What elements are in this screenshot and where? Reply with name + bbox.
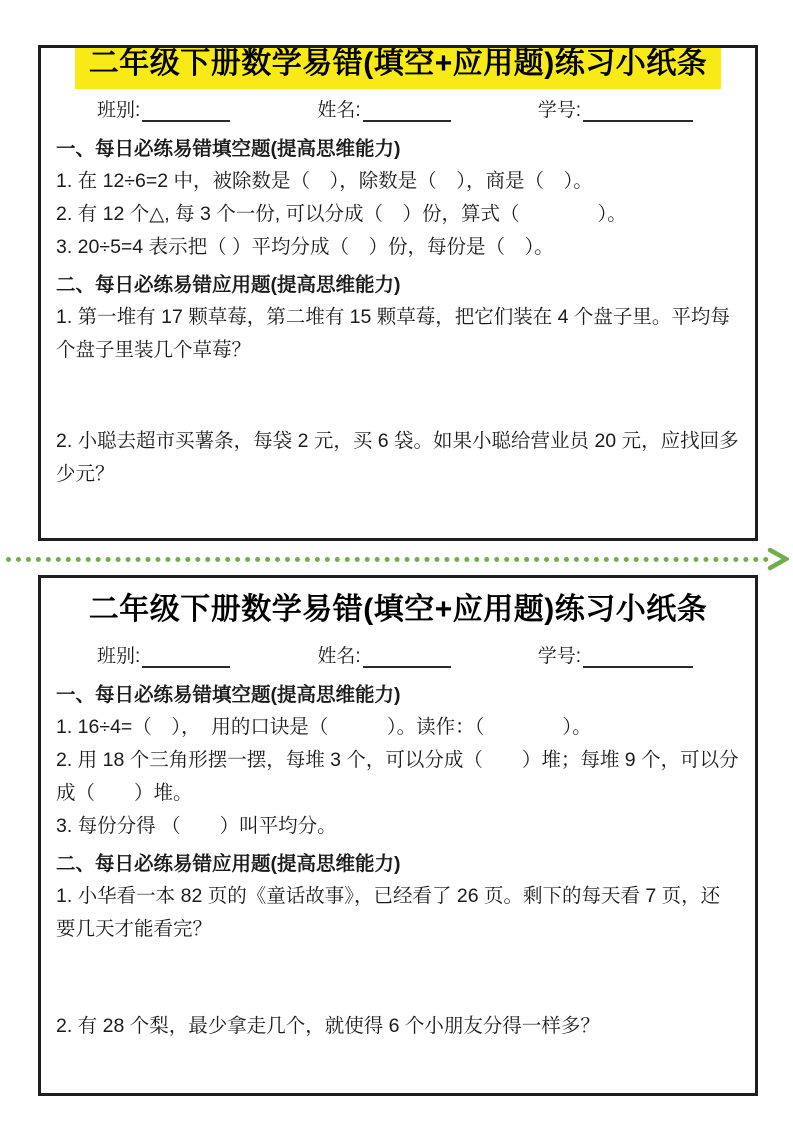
student-number-field	[538, 641, 693, 668]
worksheet-slip-1	[38, 45, 758, 541]
application-question-1: 1. 小华看一本 82 页的《童话故事》，已经看了 26 页。剩下的每天看 7 页，还要几天才能看完？	[56, 885, 721, 940]
student-number-field-label: 学号:	[537, 646, 581, 667]
application-question-2: 2. 小聪去超市买薯条，每袋 2 元，买 6 袋。如果小聪给营业员 20 元，应找回多少元？	[56, 430, 739, 485]
name-field-label: 姓名:	[317, 646, 361, 667]
student-number-blank-line	[583, 648, 693, 668]
fill-in-question-2: 2. 有 12 个△, 每 3 个一份, 可以分成（ ）份，算式（ ）。	[56, 203, 627, 225]
fill-in-question-2: 2. 用 18 个三角形摆一摆，每堆 3 个，可以分成（ ）堆；每堆 9 个，可以分成（ ）堆。	[56, 749, 739, 804]
title-row	[41, 584, 755, 635]
cut-divider	[6, 547, 789, 571]
sheet-content	[41, 122, 755, 491]
student-info-row	[41, 89, 755, 122]
name-blank-line	[363, 648, 451, 668]
class-blank-line	[142, 648, 230, 668]
name-field	[317, 641, 450, 668]
class-field-label: 班别:	[97, 100, 141, 121]
name-field	[317, 95, 450, 122]
application-section-heading: 二、每日必练易错应用题(提高思维能力)	[56, 853, 401, 875]
student-info-row	[41, 635, 755, 668]
student-number-field	[538, 95, 693, 122]
application-section-heading: 二、每日必练易错应用题(提高思维能力)	[56, 274, 401, 296]
cut-dotted-line	[6, 557, 769, 562]
student-number-field-label: 学号:	[537, 100, 581, 121]
title-row	[41, 45, 755, 89]
application-question-1: 1. 第一堆有 17 颗草莓，第二堆有 15 颗草莓，把它们装在 4 个盘子里。平均每个盘子里装几个草莓？	[56, 306, 730, 361]
fill-in-section-heading: 一、每日必练易错填空题(提高思维能力)	[56, 684, 401, 706]
sheet-content	[41, 668, 755, 1043]
worksheet-slip-2	[38, 575, 758, 1096]
worksheet-title: 二年级下册数学易错(填空+应用题)练习小纸条	[75, 45, 722, 89]
name-field-label: 姓名:	[317, 100, 361, 121]
class-field	[97, 95, 230, 122]
fill-in-question-3: 3. 每份分得 （ ）叫平均分。	[56, 815, 337, 837]
class-blank-line	[142, 102, 230, 122]
worksheet-title: 二年级下册数学易错(填空+应用题)练习小纸条	[88, 593, 708, 626]
fill-in-question-1: 1. 在 12÷6=2 中，被除数是（ ），除数是（ ），商是（ ）。	[56, 170, 593, 192]
answer-space	[56, 946, 739, 1010]
class-field-label: 班别:	[97, 646, 141, 667]
name-blank-line	[363, 102, 451, 122]
application-question-2: 2. 有 28 个梨，最少拿走几个，就使得 6 个小朋友分得一样多？	[56, 1015, 600, 1037]
fill-in-question-1: 1. 16÷4=（ ）， 用的口诀是（ ）。读作：（ ）。	[56, 716, 592, 738]
fill-in-section-heading: 一、每日必练易错填空题(提高思维能力)	[56, 138, 401, 160]
chevron-right-arrow-icon	[767, 547, 789, 571]
student-number-blank-line	[583, 102, 693, 122]
class-field	[97, 641, 230, 668]
answer-space	[56, 367, 739, 425]
fill-in-question-3: 3. 20÷5=4 表示把（ ）平均分成（ ）份，每份是（ ）。	[56, 236, 554, 258]
